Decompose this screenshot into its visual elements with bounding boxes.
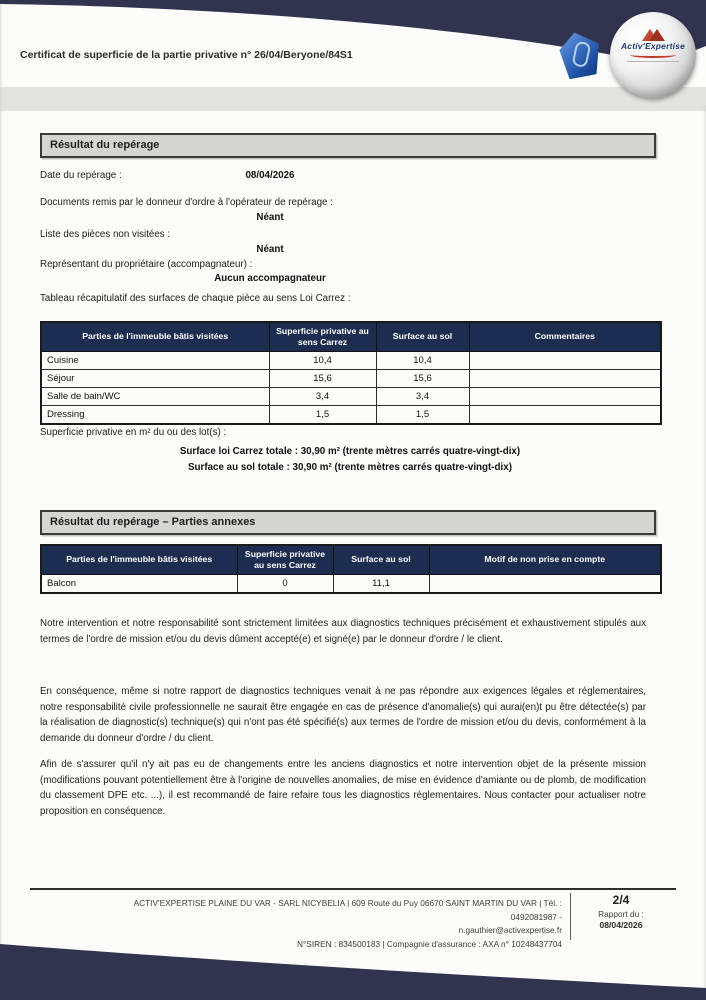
cell-name: Balcon bbox=[41, 574, 237, 593]
representant-value: Aucun accompagnateur bbox=[214, 273, 326, 284]
bottom-wave-decoration bbox=[0, 930, 706, 1000]
cell-carrez: 10,4 bbox=[269, 351, 376, 369]
brand-logo bbox=[610, 12, 696, 98]
section-title-annexes: Résultat du repérage – Parties annexes bbox=[40, 510, 656, 535]
cell-comment bbox=[469, 369, 661, 387]
cell-carrez: 1,5 bbox=[269, 405, 376, 424]
legal-paragraph-2: En conséquence, même si notre rapport de diagnostics techniques venait à ne pas répondre aux exigences légales et réglementaires, notre responsabilité civile professionnelle ne saurait être engagée en cas de présence d'anomalie(s) qui aurai(en)t pu être détectée(s) par la réalisation de diagnostic(s) technique(s) qui n'ont pas été spécifié(s) aux termes de l'ordre de mission et/ou du devis, conformément à la demande du donneur d'ordre / du client. bbox=[40, 686, 646, 744]
cell-sol: 1,5 bbox=[376, 405, 469, 424]
total-carrez: Surface loi Carrez totale : 30,90 m² (trente mètres carrés quatre-vingt-dix) bbox=[179, 446, 521, 457]
brand-tagline bbox=[627, 61, 679, 62]
page-number: 2/4 bbox=[612, 893, 630, 907]
brand-name: Activ'Expertise bbox=[620, 41, 686, 51]
cell-sol: 3,4 bbox=[376, 387, 469, 405]
cell-name: Cuisine bbox=[41, 351, 269, 369]
cell-motif bbox=[429, 574, 661, 593]
date-reperage-value: 08/04/2026 bbox=[245, 170, 295, 181]
documents-value: Néant bbox=[256, 212, 284, 223]
page-info bbox=[574, 893, 668, 930]
footer-rule bbox=[30, 888, 676, 890]
cell-name: Dressing bbox=[41, 405, 269, 424]
table-row bbox=[41, 351, 661, 369]
cell-name: Salle de bain/WC bbox=[41, 387, 269, 405]
table-row bbox=[41, 387, 661, 405]
total-sol: Surface au sol totale : 30,90 m² (trente mètres carrés quatre-vingt-dix) bbox=[188, 462, 512, 473]
cell-sol: 11,1 bbox=[333, 574, 429, 593]
col-header-motif: Motif de non prise en compte bbox=[429, 545, 661, 574]
table-row bbox=[41, 369, 661, 387]
col-header-carrez: Superficie privative au sens Carrez bbox=[269, 322, 376, 351]
cell-carrez: 15,6 bbox=[269, 369, 376, 387]
cell-comment bbox=[469, 405, 661, 424]
pieces-non-visitees-label: Liste des pièces non visitées : bbox=[40, 229, 171, 240]
table-header-row bbox=[41, 322, 661, 351]
footer-line-1: ACTIV'EXPERTISE PLAINE DU VAR - SARL NICYBELIA | 609 Route du Puy 06670 SAINT MARTIN DU VAR | Tél. : 0492081987 - bbox=[133, 898, 562, 922]
report-date-label: Rapport du : bbox=[598, 909, 644, 919]
cell-sol: 10,4 bbox=[376, 351, 469, 369]
col-header-carrez: Superficie privative au sens Carrez bbox=[237, 545, 333, 574]
legal-paragraph-1: Notre intervention et notre responsabilité sont strictement limitées aux diagnostics techniques précisément et exhaustivement stipulés aux termes de l'ordre de mission et/ou du devis dûment accepté(e) et signé(e) par le donneur d'ordre / le client. bbox=[40, 618, 646, 645]
cell-sol: 15,6 bbox=[376, 369, 469, 387]
table-row bbox=[41, 405, 661, 424]
mountains-icon bbox=[610, 29, 696, 41]
gem-mark-icon bbox=[572, 41, 592, 69]
cell-comment bbox=[469, 387, 661, 405]
brand-swoosh bbox=[630, 52, 676, 58]
cell-carrez: 0 bbox=[237, 574, 333, 593]
table-row bbox=[41, 574, 661, 593]
col-header-commentaires: Commentaires bbox=[469, 322, 661, 351]
footer-line-3: N°SIREN : 834500183 | Compagnie d'assurance : AXA n° 10248437704 bbox=[297, 938, 562, 949]
superficie-note: Superficie privative en m² du ou des lot(s) : bbox=[40, 427, 227, 438]
documents-label: Documents remis par le donneur d'ordre à l'opérateur de repérage : bbox=[40, 197, 333, 208]
table-intro: Tableau récapitulatif des surfaces de chaque pièce au sens Loi Carrez : bbox=[40, 293, 351, 304]
col-header-parties: Parties de l'immeuble bâtis visitées bbox=[41, 545, 237, 574]
cell-comment bbox=[469, 351, 661, 369]
cell-carrez: 3,4 bbox=[269, 387, 376, 405]
legal-paragraph-3: Afin de s'assurer qu'il n'y ait pas eu de changements entre les anciens diagnostics et notre intervention objet de la présente mission (modifications pouvant potentiellement être à l'origine de nouvelles anomalies, de mise en évidence d'amiante ou de plomb, de modification du classement DPE etc. ...), il est recommandé de faire refaire tous les diagnostics réglementaires. Nous contacter pour actualiser notre proposition en conséquence. bbox=[40, 759, 646, 817]
footer-line-2: n.gauthier@activexpertise.fr bbox=[458, 925, 562, 935]
pieces-non-visitees-value: Néant bbox=[256, 244, 284, 255]
cell-name: Séjour bbox=[41, 369, 269, 387]
carrez-table bbox=[40, 321, 662, 425]
scan-artifact-band bbox=[0, 87, 706, 111]
table-header-row bbox=[41, 545, 661, 574]
date-reperage-label: Date du repérage : bbox=[40, 170, 122, 181]
doc-title: Certificat de superficie de la partie privative n° 26/04/Beryone/84S1 bbox=[20, 49, 353, 61]
col-header-sol: Surface au sol bbox=[333, 545, 429, 574]
report-date-value: 08/04/2026 bbox=[599, 920, 643, 930]
annexes-table bbox=[40, 544, 662, 594]
representant-label: Représentant du propriétaire (accompagnateur) : bbox=[40, 259, 253, 270]
col-header-parties: Parties de l'immeuble bâtis visitées bbox=[41, 322, 269, 351]
col-header-sol: Surface au sol bbox=[376, 322, 469, 351]
section-title-reperage: Résultat du repérage bbox=[40, 133, 656, 158]
